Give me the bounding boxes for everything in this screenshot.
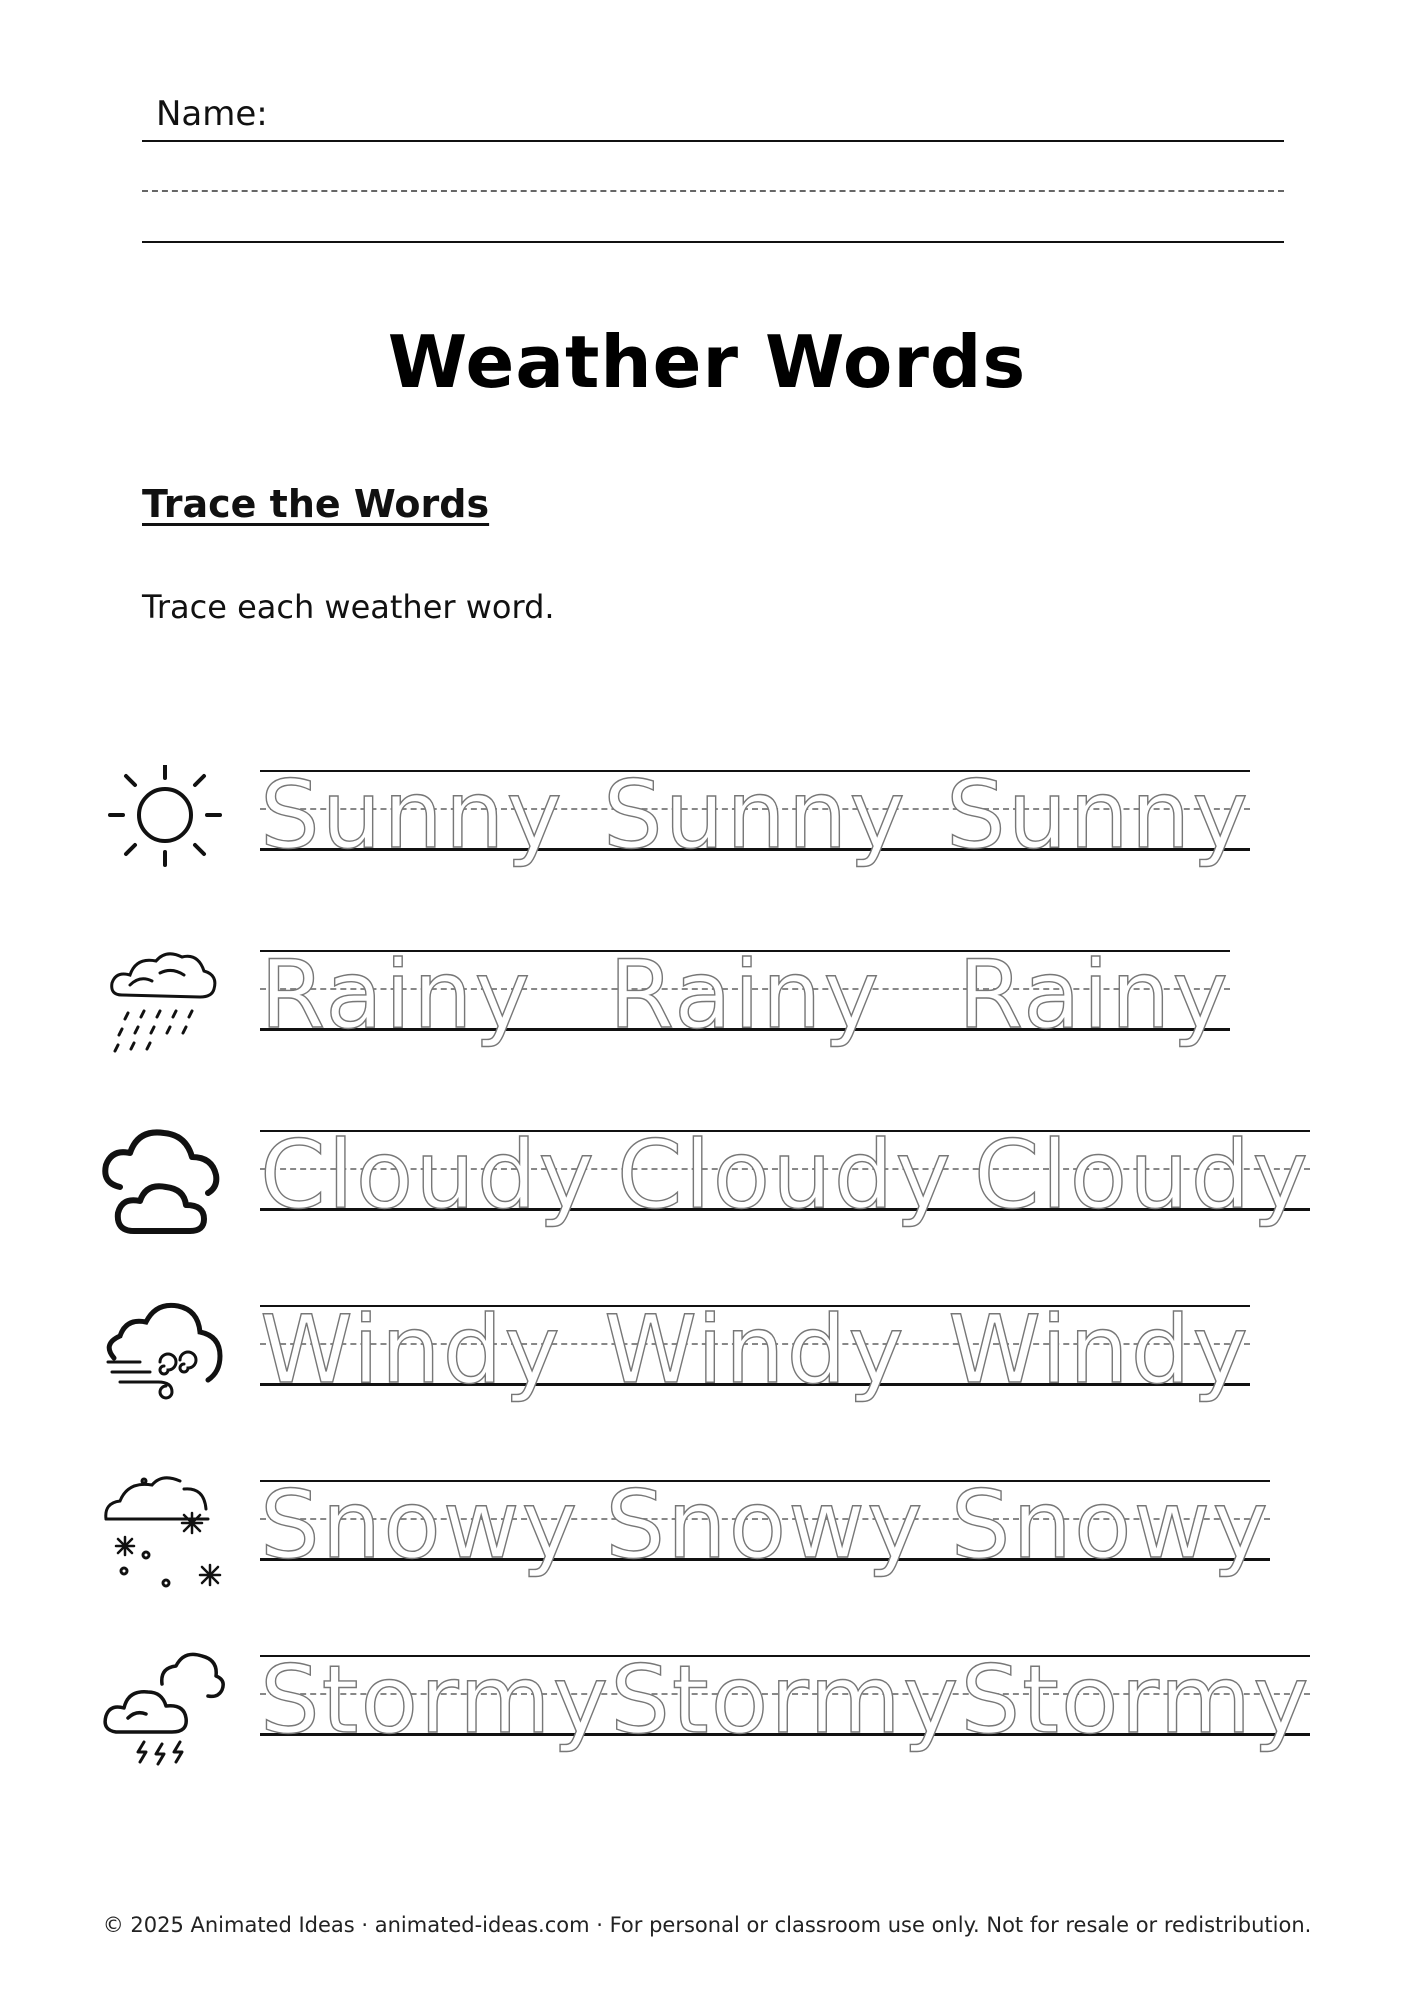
trace-row-stormy (100, 1646, 1320, 1800)
trace-word: Sunny (945, 761, 1250, 870)
trace-word: Stormy (610, 1646, 961, 1755)
trace-word: Cloudy (260, 1121, 597, 1230)
trace-row-sunny (100, 761, 1320, 915)
trace-row-snowy (100, 1471, 1320, 1625)
trace-word: Snowy (260, 1471, 580, 1580)
snow-cloud-icon (100, 1475, 230, 1605)
name-top-line (142, 140, 1284, 142)
trace-word: Windy (260, 1296, 562, 1405)
name-mid-line (142, 190, 1284, 192)
instruction-text: Trace each weather word. (142, 588, 555, 626)
trace-word: Rainy (608, 941, 882, 1050)
trace-word: Rainy (957, 941, 1230, 1050)
trace-word: Cloudy (973, 1121, 1310, 1230)
sun-icon (100, 765, 230, 895)
trace-word: Windy (948, 1296, 1250, 1405)
footer-copyright: © 2025 Animated Ideas · animated-ideas.com · For personal or classroom use only. Not for resale or redistribution. (102, 1913, 1312, 1937)
trace-word: Sunny (602, 761, 908, 870)
trace-word: Windy (604, 1296, 906, 1405)
name-label: Name: (156, 94, 268, 134)
page-title: Weather Words (387, 320, 1027, 404)
trace-word: Stormy (960, 1646, 1311, 1755)
trace-word: Sunny (260, 761, 565, 870)
wind-cloud-icon (100, 1300, 230, 1430)
trace-row-cloudy (100, 1121, 1320, 1275)
clouds-icon (100, 1125, 230, 1255)
rain-cloud-icon (100, 945, 230, 1075)
name-base-line (142, 241, 1284, 243)
trace-word: Cloudy (616, 1121, 954, 1230)
trace-word: Rainy (260, 941, 533, 1050)
trace-word: Snowy (605, 1471, 925, 1580)
section-heading: Trace the Words (142, 482, 490, 526)
trace-word: Snowy (950, 1471, 1270, 1580)
trace-word: Stormy (260, 1646, 611, 1755)
name-field[interactable] (142, 90, 1284, 250)
trace-row-rainy (100, 941, 1320, 1095)
storm-cloud-icon (100, 1650, 230, 1780)
trace-row-windy (100, 1296, 1320, 1450)
